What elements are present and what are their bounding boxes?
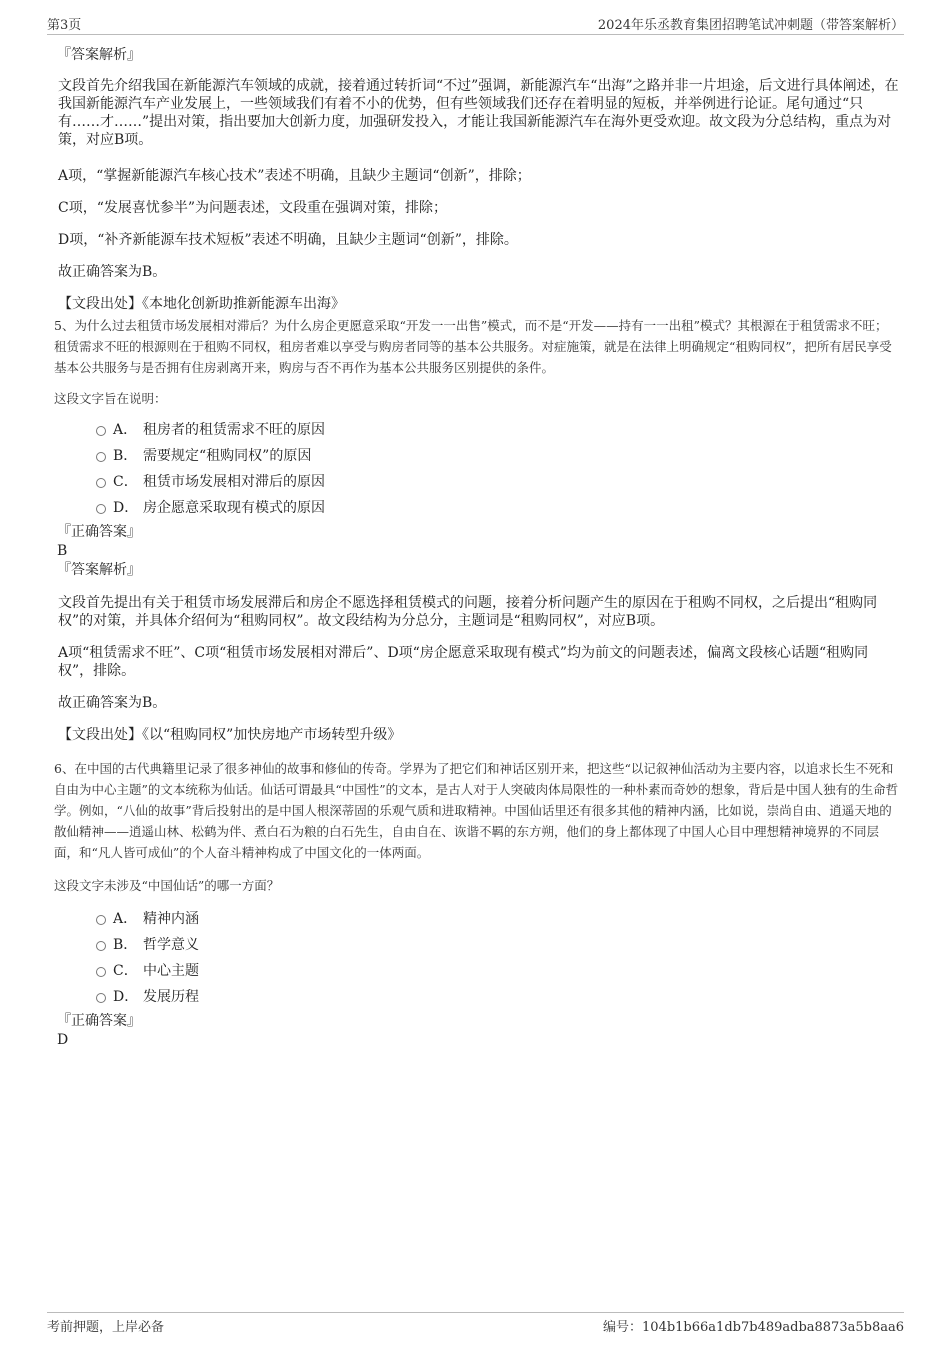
question-6-text: 6、在中国的古代典籍里记录了很多神仙的故事和修仙的传奇。学界为了把它们和神话区别开来，把这些“以记叙神仙活动为主要内容，以追求长生不死和自由为中心主题”的文本统称为仙话。仙话可谓最具“中国性”的文本，是古人对于人突破肉体局限性的一种朴素而奇妙的想象，背后是中国人独有的生命哲学。例如，“八仙的故事”背后投射出的是中国人根深蒂固的乐观气质和进取精神。中国仙话里还有很多其他的精神内涵，比如说，崇尚自由、逍遥天地的散仙精神——逍遥山林、松鹤为伴、煮白石为粮的白石先生，自由自在、诙谐不羁的东方朔，他们的身上都体现了中国人心目中理想精神境界的不同层面，和“凡人皆可成仙”的个人奋斗精神构成了中国文化的一体两面。 [54,761,899,860]
correct-answer-label: 『正确答案』 [57,1013,141,1029]
page-content [54,45,900,1049]
radio-button-icon[interactable] [96,941,106,951]
analysis-option-a: A项，“掌握新能源汽车核心技术”表述不明确，且缺少主题词“创新”，排除； [58,168,531,184]
document-code: 编号：104b1b66a1db7b489adba8873a5b8aa6 [603,1320,904,1335]
analysis-label: 『答案解析』 [57,562,141,578]
option-text: 租房者的租赁需求不旺的原因 [143,422,325,438]
option-b[interactable]: B． 哲学意义 [54,935,900,961]
source-citation: 【文段出处】《本地化创新助推新能源车出海》 [58,296,345,312]
question-5-options [54,420,900,524]
analysis-paragraph: 文段首先介绍我国在新能源汽车领域的成就，接着通过转折词“不过”强调，新能源汽车“出海”之路并非一片坦途，后文进行具体阐述，在我国新能源汽车产业发展上，一些领域我们有着不小的优势，但有些领域我们还存在着明显的短板，并举例进行论证。尾句通过“只有……才……”提出对策，指出要加大创新力度，加强研发投入，才能让我国新能源汽车在海外更受欢迎。故文段为分总结构，重点为对策，对应B项。 [58,78,899,148]
option-a[interactable]: A． 精神内涵 [54,909,900,935]
option-text: 房企愿意采取现有模式的原因 [143,500,325,516]
option-text: 需要规定“租购同权”的原因 [143,448,312,464]
option-d[interactable]: D． 房企愿意采取现有模式的原因 [54,498,900,524]
analysis-option-c: C项，“发展喜忧参半”为问题表述，文段重在强调对策，排除； [58,200,448,216]
option-text: 哲学意义 [143,937,199,953]
correct-answer: B [57,543,68,559]
question-5-text: 5、为什么过去租赁市场发展相对滞后？为什么房企更愿意采取“开发一一出售”模式，而不是“开发——持有一一出租”模式？其根源在于租赁需求不旺；租赁需求不旺的根源则在于租购不同权，租房者难以享受与购房者同等的基本公共服务。对症施策，就是在法律上明确规定“租购同权”，把所有居民享受基本公共服务与是否拥有住房剥离开来，购房与否不再作为基本公共服务区别提供的条件。 [54,318,892,375]
question-6-options [54,909,900,1013]
document-title: 2024年乐丞教育集团招聘笔试冲刺题（带答案解析） [597,18,904,33]
source-citation: 【文段出处】《以“租购同权”加快房地产市场转型升级》 [58,727,402,743]
page-number: 第3页 [47,18,82,33]
option-d[interactable]: D． 发展历程 [54,987,900,1013]
footer-slogan: 考前押题，上岸必备 [47,1320,165,1335]
question-5-prompt: 这段文字旨在说明： [54,391,167,406]
radio-button-icon[interactable] [96,452,106,462]
option-c[interactable]: C． 中心主题 [54,961,900,987]
correct-answer: D [57,1032,69,1048]
radio-button-icon[interactable] [96,967,106,977]
option-text: 租赁市场发展相对滞后的原因 [143,474,325,490]
option-text: 精神内涵 [143,911,199,927]
radio-button-icon[interactable] [96,478,106,488]
page-header [47,14,904,35]
radio-button-icon[interactable] [96,993,106,1003]
radio-button-icon[interactable] [96,915,106,925]
radio-button-icon[interactable] [96,504,106,514]
option-b[interactable]: B． 需要规定“租购同权”的原因 [54,446,900,472]
option-text: 发展历程 [143,989,199,1005]
analysis-paragraph: 文段首先提出有关于租赁市场发展滞后和房企不愿选择租赁模式的问题，接着分析问题产生的原因在于租购不同权，之后提出“租购同权”的对策，并具体介绍何为“租购同权”。故文段结构为分总分，主题词是“租购同权”，对应B项。 [58,595,878,629]
correct-answer-label: 『正确答案』 [57,524,141,540]
analysis-option-d: D项，“补齐新能源车技术短板”表述不明确，且缺少主题词“创新”，排除。 [58,232,518,248]
conclusion: 故正确答案为B。 [58,264,167,280]
option-c[interactable]: C． 租赁市场发展相对滞后的原因 [54,472,900,498]
analysis-label: 『答案解析』 [57,47,141,63]
question-6-prompt: 这段文字未涉及“中国仙话”的哪一方面？ [54,878,280,893]
analysis-other-options: A项“租赁需求不旺”、C项“租赁市场发展相对滞后”、D项“房企愿意采取现有模式”均为前文的问题表述，偏离文段核心话题“租购同权”，排除。 [58,645,869,679]
option-text: 中心主题 [143,963,199,979]
option-a[interactable]: A． 租房者的租赁需求不旺的原因 [54,420,900,446]
page-footer [47,1312,904,1335]
radio-button-icon[interactable] [96,426,106,436]
conclusion: 故正确答案为B。 [58,695,167,711]
